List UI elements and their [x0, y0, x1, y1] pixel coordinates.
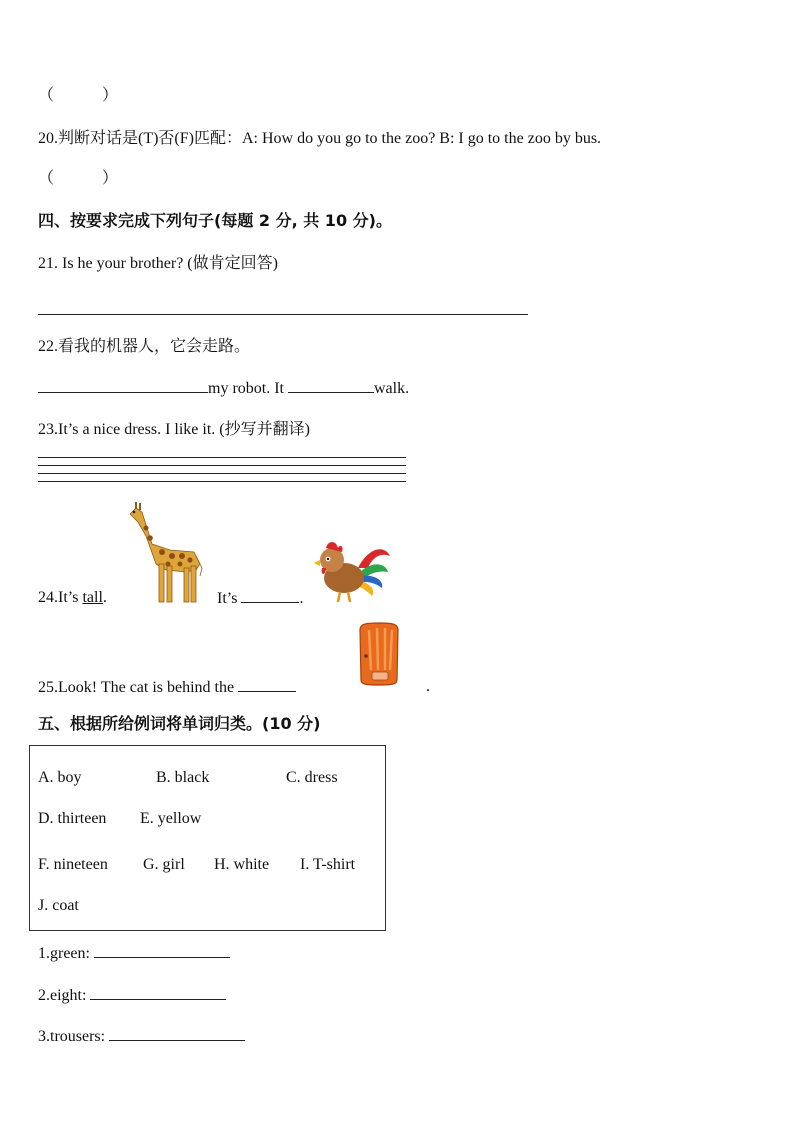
q19-answer-bracket[interactable]: （ ） [38, 87, 119, 104]
q25-line [38, 677, 296, 698]
category-1 [38, 943, 230, 964]
option-b: B. black [156, 769, 210, 786]
category-2-label: 2.eight: [38, 987, 87, 1004]
option-f: F. nineteen [38, 856, 108, 873]
rooster-icon [314, 538, 392, 604]
category-3-label: 3.trousers: [38, 1028, 106, 1045]
section-4-title: 四、按要求完成下列句子(每题 2 分, 共 10 分)。 [38, 211, 392, 230]
q20-answer-bracket[interactable]: （ ） [38, 170, 119, 187]
q24-line [38, 588, 107, 608]
q24-dot: . [102, 589, 107, 606]
q23-writing-line-2[interactable] [38, 465, 406, 466]
option-j: J. coat [38, 897, 79, 914]
option-g: G. girl [143, 856, 185, 873]
option-h: H. white [214, 856, 270, 873]
giraffe-icon [126, 500, 206, 604]
q22-prompt: 22.看我的机器人，它会走路。 [38, 338, 251, 355]
word-options-box [29, 745, 386, 931]
q24-second [217, 588, 303, 609]
category-1-label: 1.green: [38, 945, 90, 962]
q24-prefix: 24.It’s [38, 589, 79, 606]
q20-text: 20.判断对话是(T)否(F)匹配：A: How do you go to the zoo? B: I go to the zoo by bus. [38, 130, 602, 147]
q22-part2: walk. [374, 380, 410, 397]
q21-text: 21. Is he your brother? (做肯定回答) [38, 255, 278, 272]
q23-writing-line-3[interactable] [38, 473, 406, 474]
section-5-title: 五、根据所给例词将单词归类。(10 分) [38, 714, 321, 733]
category-3-blank[interactable] [109, 1026, 245, 1041]
category-2 [38, 985, 226, 1006]
q21-answer-line[interactable] [38, 314, 528, 315]
q22-blank-2[interactable] [288, 378, 374, 393]
q24-its: It’s [217, 590, 238, 607]
category-3 [38, 1026, 245, 1047]
q25-end: . [426, 678, 430, 695]
q22-line [38, 378, 409, 399]
q23-writing-line-4[interactable] [38, 481, 406, 482]
q25-blank[interactable] [238, 677, 296, 692]
door-icon [357, 622, 401, 686]
q23-writing-line-1[interactable] [38, 457, 406, 458]
option-i: I. T-shirt [300, 856, 356, 873]
q23-text: 23.It’s a nice dress. I like it. (抄写并翻译) [38, 421, 310, 438]
category-1-blank[interactable] [94, 943, 230, 958]
q22-blank-1[interactable] [38, 378, 208, 393]
option-a: A. boy [38, 769, 82, 786]
option-e: E. yellow [140, 810, 202, 827]
category-2-blank[interactable] [90, 985, 226, 1000]
option-d: D. thirteen [38, 810, 107, 827]
q24-end: . [299, 590, 304, 607]
q25-text: 25.Look! The cat is behind the [38, 679, 235, 696]
q22-part1: my robot. It [208, 380, 284, 397]
option-c: C. dress [286, 769, 338, 786]
q24-word: tall [82, 589, 103, 606]
q24-blank[interactable] [241, 588, 299, 603]
